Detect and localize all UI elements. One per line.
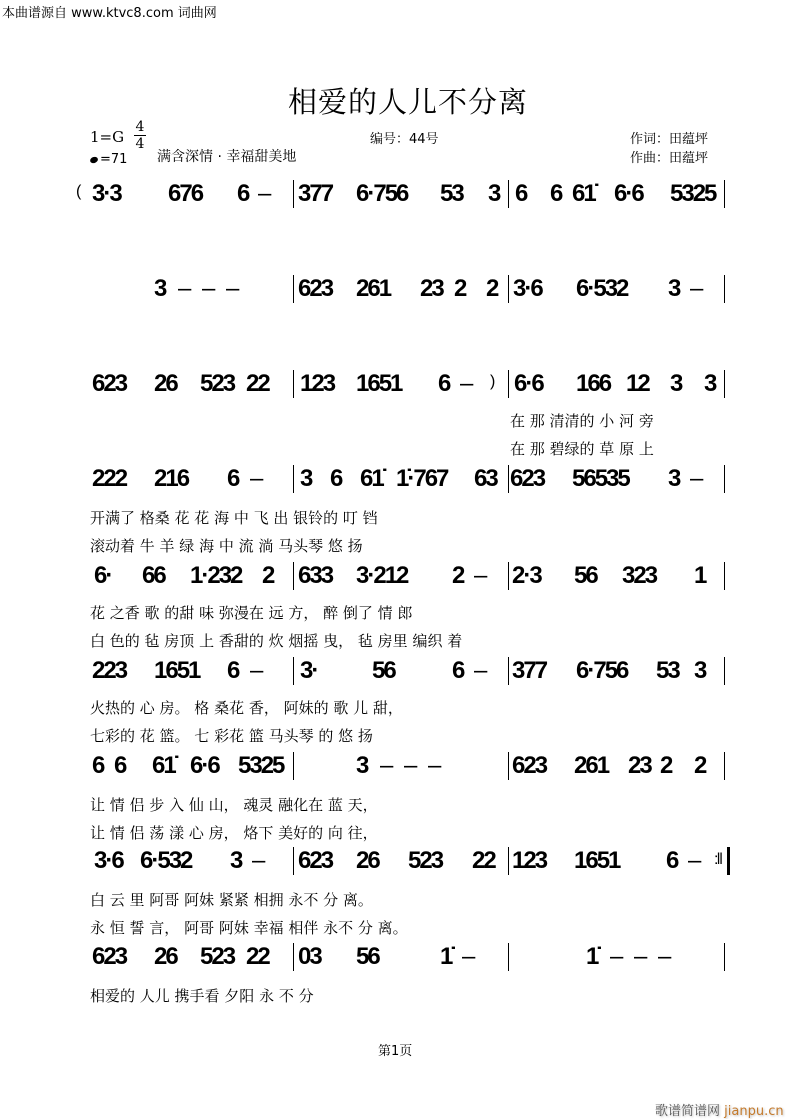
lyricist: 作词：田蕴坪	[630, 132, 709, 147]
time-bottom: 4	[135, 136, 145, 152]
lyrics-verse-2: 七彩的 花 篮。 七 彩花 篮 马头琴 的 悠 扬	[90, 727, 373, 745]
tempo-mark	[90, 152, 127, 167]
time-top: 4	[135, 119, 145, 135]
lyrics-verse-2: 在 那 碧绿的 草 原 上	[510, 440, 654, 458]
lyrics-verse-2: 白 色的 毡 房顶 上 香甜的 炊 烟摇 曳， 毡 房里 编织 着	[90, 632, 463, 650]
page-number: 第1页	[378, 1044, 413, 1059]
time-signature	[134, 120, 146, 151]
tempo-value: =71	[100, 152, 128, 167]
watermark: 歌谱简谱网 jianpu.cn	[655, 1104, 784, 1119]
key-signature: 1=G	[90, 128, 125, 146]
lyrics-verse-1: 相爱的 人儿 携手看 夕阳 永 不 分	[90, 987, 314, 1005]
lyrics-verse-1: 火热的 心 房。 格 桑花 香， 阿妹的 歌 儿 甜，	[90, 699, 403, 717]
lyrics-verse-1: 开满了 格桑 花 花 海 中 飞 出 银铃的 叮 铛	[90, 509, 378, 527]
lyrics-verse-1: 白 云 里 阿哥 阿妹 紧紧 相拥 永不 分 离。	[90, 891, 373, 909]
composer: 作曲：田蕴坪	[630, 151, 709, 166]
lyrics-verse-1: 在 那 清清的 小 河 旁	[510, 412, 654, 430]
lyrics-verse-1: 让 情 侣 步 入 仙 山， 魂灵 融化在 蓝 天，	[90, 796, 378, 814]
quarter-note-icon	[89, 156, 99, 164]
lyrics-verse-1: 花 之香 歌 的甜 味 弥漫在 远 方， 醉 倒了 情 郎	[90, 604, 413, 622]
lyrics-verse-2: 让 情 侣 荡 漾 心 房， 烙下 美好的 向 往，	[90, 824, 378, 842]
score-number: 编号：44号	[370, 132, 439, 147]
expression-mark: 满含深情 · 幸福甜美地	[157, 149, 297, 165]
lyrics-verse-2: 滚动着 牛 羊 绿 海 中 流 淌 马头琴 悠 扬	[90, 537, 363, 555]
song-title: 相爱的人儿不分离	[288, 85, 529, 119]
lyrics-verse-2: 永 恒 誓 言， 阿哥 阿妹 幸福 相伴 永不 分 离。	[90, 919, 408, 937]
source-note: 本曲谱源自 www.ktvc8.com 词曲网	[2, 6, 217, 21]
